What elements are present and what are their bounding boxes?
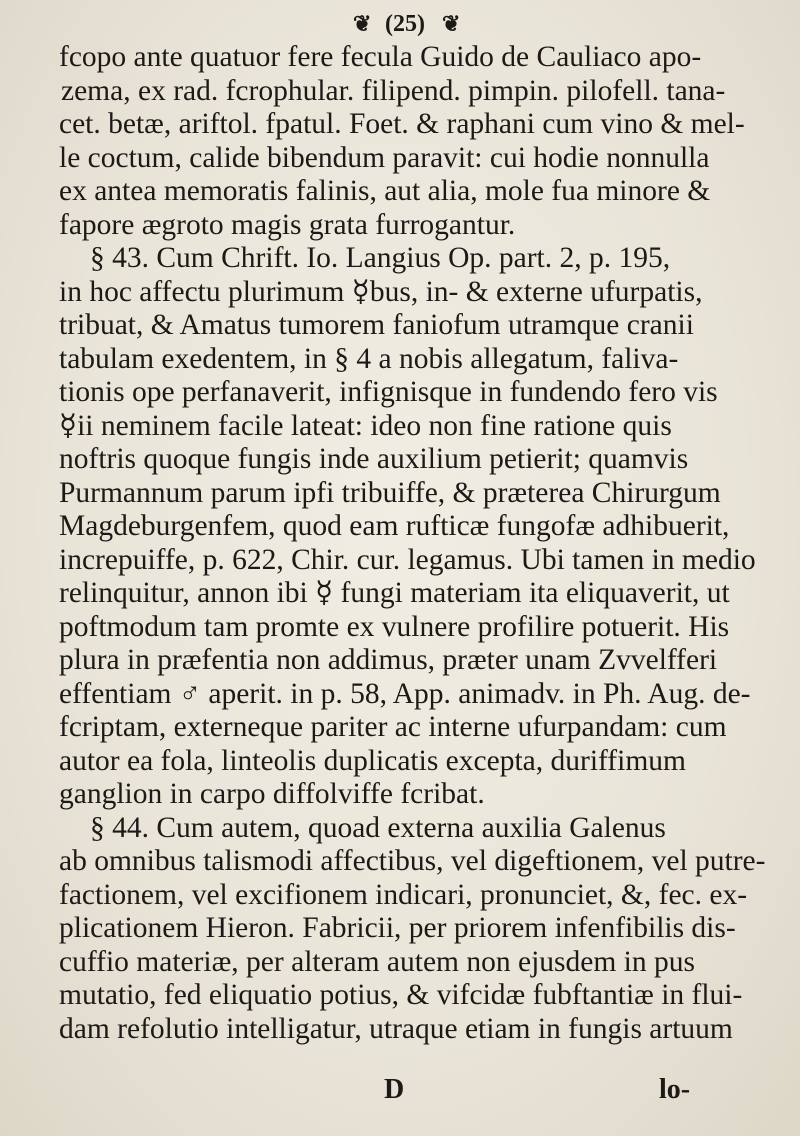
text-line: zema, ex rad. fcrophular. filipend. pimpin. pilofell. tana- <box>61 74 726 107</box>
text-line: ab omnibus talismodi affectibus, vel digeftionem, vel putre- <box>59 845 766 877</box>
text-line: relinquitur, annon ibi ☿ fungi materiam ita eliquaverit, ut <box>59 577 730 609</box>
text-line: ex antea memoratis falinis, aut alia, mole fua minore & <box>59 175 711 207</box>
text-line: effentiam ♂ aperit. in p. 58, App. animadv. in Ph. Aug. de- <box>59 677 751 710</box>
text-line: dam refolutio intelligatur, utraque etiam in fungis artuum <box>59 1012 733 1045</box>
text-line: poftmodum tam promte ex vulnere profilire potuerit. His <box>59 610 730 643</box>
text-line: autor ea fola, linteolis duplicatis excepta, duriffimum <box>59 744 686 777</box>
text-line: plura in præfentia non addimus, præter unam Zvvelfferi <box>59 644 718 676</box>
text-line: fcriptam, externeque pariter ac interne ufurpandam: cum <box>59 711 727 743</box>
text-line: ganglion in carpo diffolviffe fcribat. <box>59 778 485 810</box>
text-line: plicationem Hieron. Fabricii, per priorem infenfibilis dis- <box>59 912 736 944</box>
text-line: cet. betæ, ariftol. fpatul. Foet. & raphani cum vino & mel- <box>59 108 745 140</box>
right-ornament-icon: ❦ <box>442 11 460 37</box>
page-number: (25) <box>385 11 425 37</box>
text-line: tionis ope perfanaverit, infignisque in fundendo fero vis <box>59 376 718 408</box>
text-line: tribuat, & Amatus tumorem faniofum utramque cranii <box>59 309 694 341</box>
text-line: Magdeburgenfem, quod eam rufticæ fungofæ adhibuerit, <box>59 510 730 542</box>
section-heading-line: § 44. Cum autem, quoad externa auxilia Galenus <box>90 811 666 844</box>
text-line: fapore ægroto magis grata furrogantur. <box>59 208 516 241</box>
text-line: mutatio, fed eliquatio potius, & vifcidæ fubftantiæ in flui- <box>59 979 743 1011</box>
text-line: in hoc affectu plurimum ☿bus, in- & externe ufurpatis, <box>59 275 703 308</box>
text-line: tabulam exedentem, in § 4 a nobis allegatum, faliva- <box>59 342 679 375</box>
text-line: cuffio materiæ, per alteram autem non ejusdem in pus <box>59 945 695 978</box>
text-line: Purmannum parum ipfi tribuiffe, & præterea Chirurgum <box>59 476 721 509</box>
text-line: fcopo ante quatuor fere fecula Guido de Cauliaco apo- <box>59 41 702 73</box>
text-line: increpuiffe, p. 622, Chir. cur. legamus. Ubi tamen in medio <box>59 543 756 576</box>
signature-mark: D <box>384 1074 405 1105</box>
text-line: le coctum, calide bibendum paravit: cui hodie nonnulla <box>59 141 710 174</box>
text-line: factionem, vel excifionem indicari, pronunciet, &, fec. ex- <box>59 878 748 911</box>
text-line: ☿ii neminem facile lateat: ideo non fine ratione quis <box>59 409 672 442</box>
catchword: lo- <box>659 1074 691 1105</box>
section-heading-line: § 43. Cum Chrift. Io. Langius Op. part. 2, p. 195, <box>90 242 671 274</box>
text-line: noftris quoque fungis inde auxilium petierit; quamvis <box>59 443 689 475</box>
left-ornament-icon: ❦ <box>353 11 371 37</box>
